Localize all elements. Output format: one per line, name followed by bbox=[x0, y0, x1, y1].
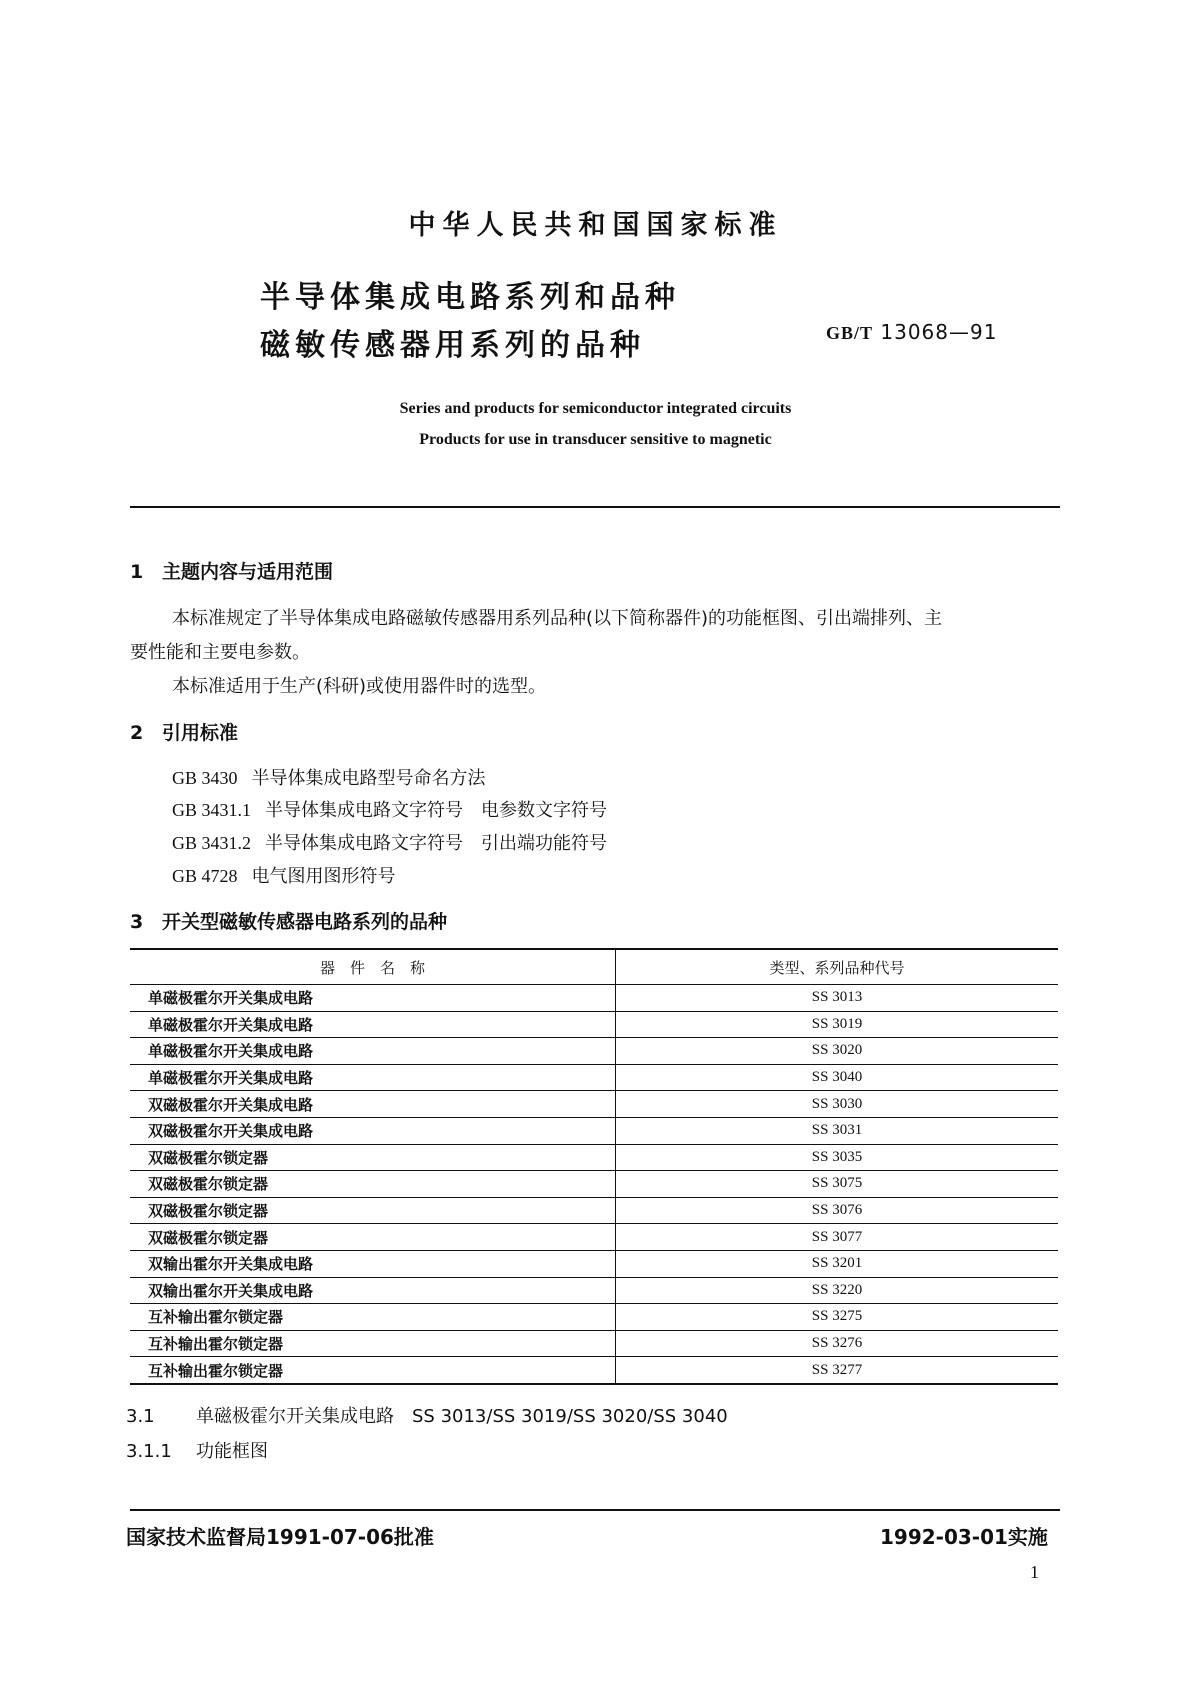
reference-item bbox=[172, 796, 607, 822]
device-code: SS 3201 bbox=[616, 1250, 1059, 1277]
standard-code: 13068—91 bbox=[880, 320, 998, 344]
header-divider bbox=[130, 506, 1060, 508]
section-number: 2 bbox=[130, 722, 144, 744]
header-type-code: 类型、系列品种代号 bbox=[616, 949, 1059, 985]
device-name: 双磁极霍尔锁定器 bbox=[130, 1197, 616, 1224]
header-device-name: 器 件 名 称 bbox=[130, 949, 616, 985]
section-1-paragraph-1-line-2: 要性能和主要电参数。 bbox=[130, 642, 310, 663]
device-name: 单磁极霍尔开关集成电路 bbox=[130, 1038, 616, 1065]
section-1-paragraph-1-line-1: 本标准规定了半导体集成电路磁敏传感器用系列品种(以下简称器件)的功能框图、引出端排列、主 bbox=[172, 608, 943, 629]
device-name: 双磁极霍尔开关集成电路 bbox=[130, 1091, 616, 1118]
device-name: 双磁极霍尔锁定器 bbox=[130, 1224, 616, 1251]
section-title: 开关型磁敏传感器电路系列的品种 bbox=[162, 911, 448, 933]
subsection-number: 3.1 bbox=[126, 1406, 155, 1427]
section-number: 3 bbox=[130, 911, 144, 933]
device-code: SS 3076 bbox=[616, 1197, 1059, 1224]
device-name: 双磁极霍尔锁定器 bbox=[130, 1171, 616, 1198]
table-row bbox=[130, 1250, 1058, 1277]
page-number: 1 bbox=[1030, 1562, 1039, 1582]
device-code: SS 3277 bbox=[616, 1357, 1059, 1384]
reference-item bbox=[172, 764, 486, 790]
title-line-2: 磁敏传感器用系列的品种 bbox=[260, 328, 645, 363]
section-3-heading bbox=[130, 907, 447, 934]
table-row bbox=[130, 1197, 1058, 1224]
device-name: 双磁极霍尔锁定器 bbox=[130, 1144, 616, 1171]
table-header-row bbox=[130, 949, 1058, 985]
device-code: SS 3075 bbox=[616, 1171, 1059, 1198]
device-name: 单磁极霍尔开关集成电路 bbox=[130, 1064, 616, 1091]
section-1-heading bbox=[130, 557, 333, 584]
subsection-text: 功能框图 bbox=[196, 1441, 268, 1462]
section-number: 1 bbox=[130, 561, 144, 583]
title-line-1: 半导体集成电路系列和品种 bbox=[260, 280, 680, 315]
reference-item bbox=[172, 862, 396, 888]
subsection-number: 3.1.1 bbox=[126, 1441, 172, 1462]
approval-info: 国家技术监督局1991-07-06批准 bbox=[126, 1525, 434, 1549]
section-title: 主题内容与适用范围 bbox=[162, 561, 334, 583]
standard-number bbox=[826, 320, 997, 344]
table-row bbox=[130, 1091, 1058, 1118]
table-row bbox=[130, 1171, 1058, 1198]
device-code: SS 3019 bbox=[616, 1011, 1059, 1038]
device-code: SS 3031 bbox=[616, 1117, 1059, 1144]
section-title: 引用标准 bbox=[162, 722, 239, 744]
table-row bbox=[130, 1038, 1058, 1065]
reference-title: 半导体集成电路型号命名方法 bbox=[251, 768, 486, 789]
device-code: SS 3013 bbox=[616, 985, 1059, 1012]
device-name: 互补输出霍尔锁定器 bbox=[130, 1330, 616, 1357]
subsection-text: 单磁极霍尔开关集成电路 SS 3013/SS 3019/SS 3020/SS 3040 bbox=[196, 1406, 728, 1427]
device-code: SS 3030 bbox=[616, 1091, 1059, 1118]
section-2-heading bbox=[130, 718, 238, 745]
english-title-line-2: Products for use in transducer sensitive to magnetic bbox=[419, 431, 772, 448]
device-code: SS 3035 bbox=[616, 1144, 1059, 1171]
footer-divider bbox=[130, 1509, 1060, 1511]
reference-code: GB 4728 bbox=[172, 866, 238, 886]
table-row bbox=[130, 1011, 1058, 1038]
standard-prefix: GB/T bbox=[826, 323, 874, 343]
english-title-line-1: Series and products for semiconductor integrated circuits bbox=[399, 400, 792, 417]
device-name: 互补输出霍尔锁定器 bbox=[130, 1304, 616, 1331]
subsection-3-1-1 bbox=[126, 1437, 268, 1463]
subsection-3-1 bbox=[126, 1402, 728, 1428]
reference-code: GB 3431.1 bbox=[172, 800, 252, 820]
table-row bbox=[130, 1330, 1058, 1357]
table-row bbox=[130, 1304, 1058, 1331]
device-name: 双输出霍尔开关集成电路 bbox=[130, 1277, 616, 1304]
device-name: 单磁极霍尔开关集成电路 bbox=[130, 1011, 616, 1038]
device-code: SS 3276 bbox=[616, 1330, 1059, 1357]
device-code: SS 3275 bbox=[616, 1304, 1059, 1331]
reference-code: GB 3430 bbox=[172, 768, 238, 788]
device-code: SS 3020 bbox=[616, 1038, 1059, 1065]
device-name: 双输出霍尔开关集成电路 bbox=[130, 1250, 616, 1277]
device-name: 双磁极霍尔开关集成电路 bbox=[130, 1117, 616, 1144]
reference-code: GB 3431.2 bbox=[172, 833, 252, 853]
table-row bbox=[130, 1144, 1058, 1171]
table-row bbox=[130, 1117, 1058, 1144]
table-row bbox=[130, 1224, 1058, 1251]
device-code: SS 3077 bbox=[616, 1224, 1059, 1251]
device-name: 单磁极霍尔开关集成电路 bbox=[130, 985, 616, 1012]
table-row bbox=[130, 985, 1058, 1012]
table-row bbox=[130, 1357, 1058, 1384]
national-standard-heading: 中华人民共和国国家标准 bbox=[408, 210, 783, 241]
table-row bbox=[130, 1064, 1058, 1091]
table-row bbox=[130, 1277, 1058, 1304]
device-code: SS 3040 bbox=[616, 1064, 1059, 1091]
device-code: SS 3220 bbox=[616, 1277, 1059, 1304]
section-1-paragraph-2: 本标准适用于生产(科研)或使用器件时的选型。 bbox=[172, 676, 547, 697]
product-table bbox=[130, 948, 1058, 1385]
device-name: 互补输出霍尔锁定器 bbox=[130, 1357, 616, 1384]
reference-title: 电气图用图形符号 bbox=[251, 866, 396, 887]
reference-title: 半导体集成电路文字符号 引出端功能符号 bbox=[265, 833, 608, 854]
reference-title: 半导体集成电路文字符号 电参数文字符号 bbox=[265, 800, 608, 821]
effective-date: 1992-03-01实施 bbox=[880, 1525, 1048, 1549]
reference-item bbox=[172, 829, 607, 855]
